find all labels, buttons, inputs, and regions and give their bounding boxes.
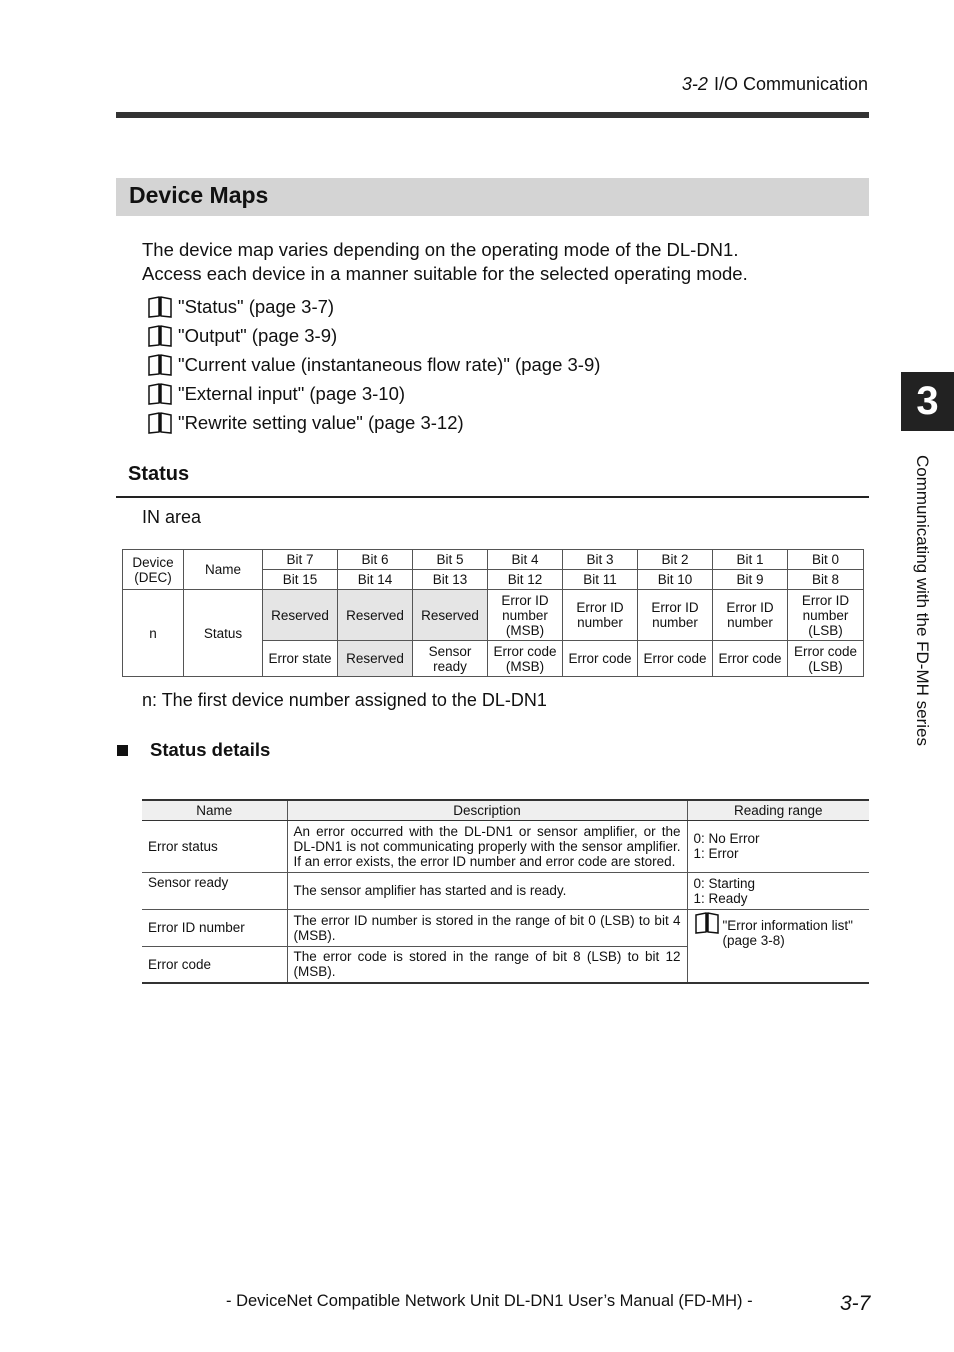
range-line: 0: Starting: [693, 875, 756, 891]
intro-line-2: Access each device in a manner suitable for the selected operating mode.: [142, 263, 748, 284]
bit-header: Bit 10: [638, 570, 713, 590]
error-info-ref-label: "Error information list" (page 3-8): [722, 917, 853, 948]
title-band: [116, 178, 869, 216]
section-number: 3-2: [681, 74, 708, 94]
status-details-table: [142, 799, 869, 984]
detail-description: The error code is stored in the range of bit 8 (LSB) to bit 12 (MSB).: [287, 946, 687, 983]
bit-header: Bit 12: [488, 570, 563, 590]
bit-header: Bit 3: [563, 550, 638, 570]
bit-header: Bit 1: [713, 550, 788, 570]
chapter-side-title: Communicating with the FD-MH series: [913, 455, 932, 746]
intro-text: [142, 238, 748, 286]
page-title: Device Maps: [129, 182, 269, 208]
details-header-row: [142, 800, 869, 820]
page-number: 3-7: [840, 1292, 871, 1315]
device-footnote: n: The first device number assigned to the DL-DN1: [142, 690, 547, 710]
book-icon: [147, 325, 173, 347]
detail-range: [687, 872, 869, 909]
error-info-ref[interactable]: [694, 912, 864, 948]
detail-range: [687, 909, 869, 983]
book-icon: [147, 383, 173, 405]
bullet-square-icon: [117, 745, 128, 756]
ref-current-value-label: "Current value (instantaneous flow rate)" (page 3-9): [178, 353, 601, 375]
status-rule: [116, 496, 869, 498]
section-title: I/O Communication: [713, 74, 868, 94]
ref-status-label: "Status" (page 3-7): [178, 295, 335, 317]
status-details-title: Status details: [150, 739, 271, 760]
bit-cell: Error state: [263, 641, 338, 677]
ref-current-value[interactable]: [147, 350, 600, 379]
detail-name: Error ID number: [142, 909, 287, 946]
bit-header: Bit 2: [638, 550, 713, 570]
detail-name: Sensor ready: [142, 872, 287, 909]
col-header-description: Description: [287, 800, 687, 820]
bit-header: Bit 0: [788, 550, 864, 570]
bit-cell: Error code: [638, 641, 713, 677]
bit-header: Bit 4: [488, 550, 563, 570]
table-row: [142, 820, 869, 872]
ref-rewrite-setting-label: "Rewrite setting value" (page 3-12): [178, 411, 464, 433]
bit-cell: Error code: [563, 641, 638, 677]
bit-header: Bit 15: [263, 570, 338, 590]
bit-cell: Reserved: [338, 641, 413, 677]
col-header-name: Name: [142, 800, 287, 820]
footer-manual-title: - DeviceNet Compatible Network Unit DL-DN1 User’s Manual (FD-MH) -: [226, 1292, 753, 1310]
bit-cell: Error ID number (LSB): [788, 590, 864, 641]
ref-output-label: "Output" (page 3-9): [178, 324, 338, 346]
bit-header: Bit 8: [788, 570, 864, 590]
bit-cell: Error code (MSB): [488, 641, 563, 677]
bit-cell: Reserved: [263, 590, 338, 641]
ref-external-input-label: "External input" (page 3-10): [178, 382, 406, 404]
name-cell: Status: [184, 590, 263, 677]
bit-cell: Error code: [713, 641, 788, 677]
bit-header: Bit 9: [713, 570, 788, 590]
table-row: [123, 590, 864, 641]
bit-header: Bit 11: [563, 570, 638, 590]
device-header: Device (DEC): [123, 550, 184, 590]
table-row: [142, 909, 869, 946]
bit-cell: Error ID number: [713, 590, 788, 641]
bit-cell: Error ID number: [563, 590, 638, 641]
intro-line-1: The device map varies depending on the operating mode of the DL-DN1.: [142, 239, 739, 260]
bit-cell: Sensor ready: [413, 641, 488, 677]
detail-name: Error status: [142, 820, 287, 872]
ref-status[interactable]: [147, 292, 600, 321]
ref-rewrite-setting[interactable]: [147, 408, 600, 437]
detail-range: [687, 820, 869, 872]
device-map-table: [122, 549, 864, 677]
detail-description: An error occurred with the DL-DN1 or sensor amplifier, or the DL-DN1 is not communicating properly with the sensor amplifier. If an error exists, the error ID number and error code are stored.: [287, 820, 687, 872]
detail-description: The sensor amplifier has started and is ready.: [287, 872, 687, 909]
detail-description: The error ID number is stored in the range of bit 0 (LSB) to bit 4 (MSB).: [287, 909, 687, 946]
bit-cell: Reserved: [413, 590, 488, 641]
bit-cell: Reserved: [338, 590, 413, 641]
ref-external-input[interactable]: [147, 379, 600, 408]
in-area-label: IN area: [142, 507, 202, 527]
bit-header: Bit 6: [338, 550, 413, 570]
book-icon: [147, 412, 173, 434]
bit-header: Bit 13: [413, 570, 488, 590]
name-header: Name: [184, 550, 263, 590]
range-line: 0: No Error: [693, 831, 760, 846]
chapter-tab: 3: [901, 372, 954, 431]
device-cell: n: [123, 590, 184, 677]
bit-header: Bit 14: [338, 570, 413, 590]
bit-header: Bit 7: [263, 550, 338, 570]
reference-list: [147, 292, 600, 437]
book-icon: [694, 912, 720, 934]
running-header: [682, 74, 868, 95]
bit-header-row-high: [123, 550, 864, 570]
bit-cell: Error ID number (MSB): [488, 590, 563, 641]
status-heading: Status: [128, 463, 190, 485]
book-icon: [147, 296, 173, 318]
table-row: [142, 872, 869, 909]
ref-output[interactable]: [147, 321, 600, 350]
book-icon: [147, 354, 173, 376]
detail-name: Error code: [142, 946, 287, 983]
bit-header: Bit 5: [413, 550, 488, 570]
range-line: 1: Ready: [693, 890, 748, 906]
header-rule: [116, 112, 869, 118]
range-line: 1: Error: [693, 846, 739, 861]
col-header-range: Reading range: [687, 800, 869, 820]
bit-cell: Error ID number: [638, 590, 713, 641]
status-details-heading: [117, 739, 270, 761]
bit-cell: Error code (LSB): [788, 641, 864, 677]
